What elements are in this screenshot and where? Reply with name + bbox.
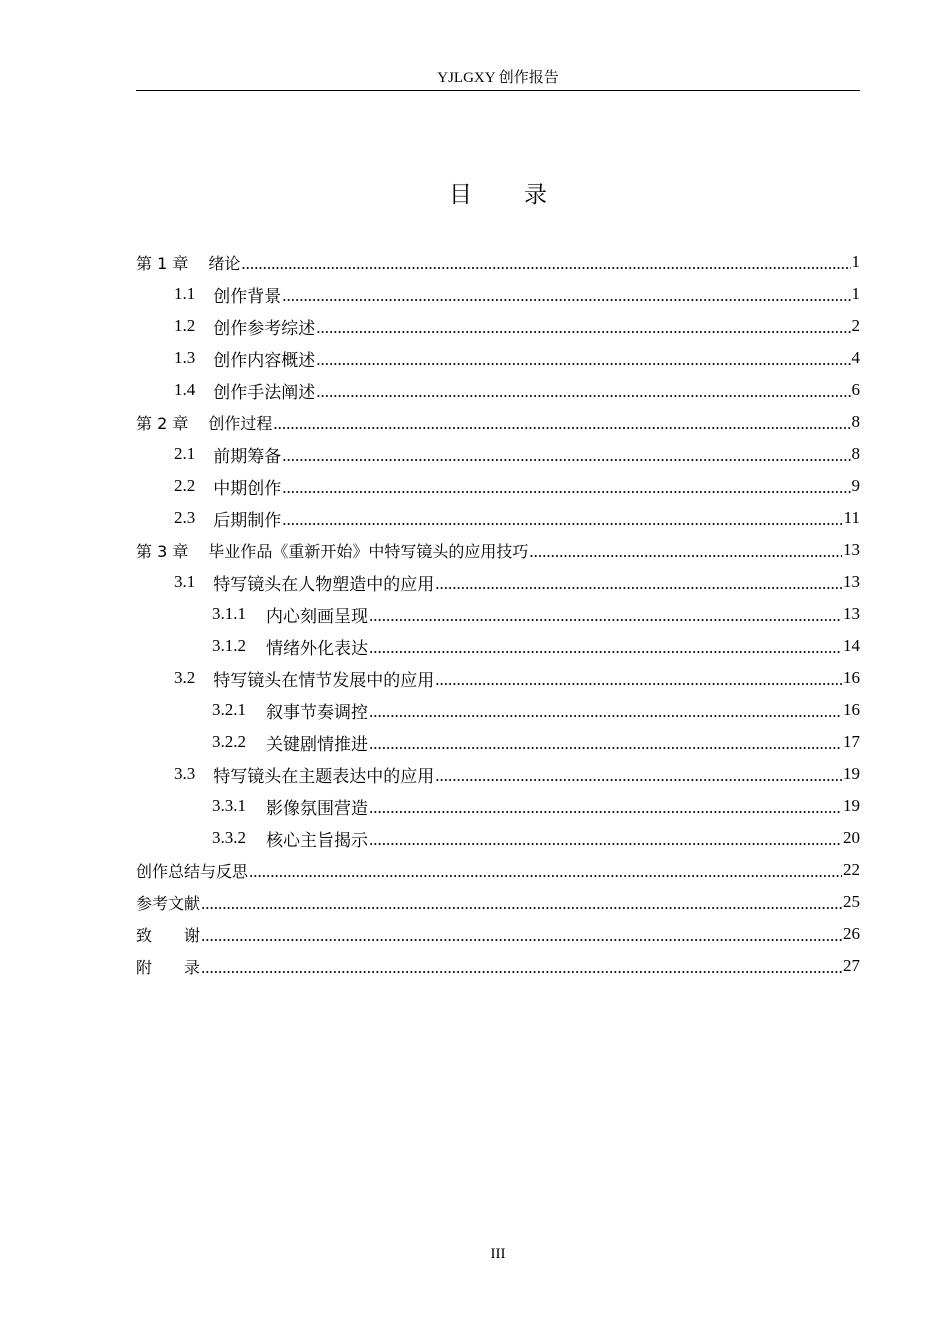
toc-entry-number: 1.4 [174,380,196,399]
toc-entry-number: 1.3 [174,348,196,367]
toc-entry-number: 3.2 [174,668,196,687]
toc-entry-page: 2 [851,316,860,335]
toc-entry-title: 影像氛围营造 [266,798,368,818]
toc-entry[interactable] [136,726,860,758]
toc-entry[interactable] [136,246,860,278]
toc-entry-number: 3.3.1 [212,796,246,815]
toc-dot-leader [201,894,842,914]
toc-entry-page: 13 [843,572,860,591]
toc-entry-page: 27 [843,956,860,975]
toc-entry-title: 创作总结与反思 [136,861,249,881]
toc-dot-leader [369,830,842,850]
toc-dot-leader [282,446,850,466]
toc-entry-title: 特写镜头在人物塑造中的应用 [213,574,435,594]
toc-entry[interactable] [136,822,860,854]
toc-dot-leader [201,958,842,978]
toc-entry-page: 17 [843,732,860,751]
toc-entry-page: 14 [843,636,860,655]
toc-entry-title: 情绪外化表达 [266,638,368,658]
toc-entry-number: 2.3 [174,508,196,527]
toc-entry-page: 16 [843,700,860,719]
toc-dot-leader [201,926,842,946]
toc-entry-page: 25 [843,892,860,911]
toc-entry[interactable] [136,534,860,566]
toc-dot-leader [316,350,850,370]
toc-dot-leader [241,254,850,274]
toc-entry-number: 3.1.1 [212,604,246,623]
toc-entry[interactable] [136,278,860,310]
header-divider [136,90,860,91]
toc-entry[interactable] [136,854,860,886]
toc-entry-title: 叙事节奏调控 [266,702,368,722]
page-header: YJLGXY 创作报告 [437,70,559,86]
toc-entry[interactable] [136,694,860,726]
toc-entry[interactable] [136,950,860,982]
table-of-contents [136,246,860,982]
toc-dot-leader [435,574,842,594]
toc-entry-page: 6 [851,380,860,399]
toc-entry-page: 22 [843,860,860,879]
toc-dot-leader [369,702,842,722]
toc-entry-title: 绪论 [208,253,241,273]
toc-entry-page: 19 [843,764,860,783]
toc-dot-leader [369,638,842,658]
toc-entry-number: 3.1.2 [212,636,246,655]
toc-entry[interactable] [136,758,860,790]
toc-entry[interactable] [136,374,860,406]
toc-entry-number: 3.2.2 [212,732,246,751]
toc-dot-leader [369,606,842,626]
toc-title-char-1: 目 [449,182,472,208]
toc-dot-leader [369,798,842,818]
toc-entry-title: 创作过程 [208,413,273,433]
toc-entry-page: 16 [843,668,860,687]
toc-entry-page: 1 [851,284,860,303]
toc-entry[interactable] [136,598,860,630]
toc-entry-title: 创作背景 [213,286,282,306]
toc-dot-leader [282,478,850,498]
toc-entry-title: 毕业作品《重新开始》中特写镜头的应用技巧 [208,541,529,561]
toc-entry-number: 2.1 [174,444,196,463]
toc-entry-number: 3.1 [174,572,196,591]
toc-entry-title: 前期筹备 [213,446,282,466]
toc-entry[interactable] [136,438,860,470]
toc-entry-number: 2.2 [174,476,196,495]
toc-entry-title: 创作内容概述 [213,350,316,370]
toc-entry[interactable] [136,310,860,342]
toc-entry-title: 关键剧情推进 [266,734,368,754]
toc-entry[interactable] [136,918,860,950]
toc-entry-page: 8 [851,444,860,463]
toc-dot-leader [282,286,850,306]
toc-entry[interactable] [136,470,860,502]
toc-dot-leader [435,670,842,690]
toc-dot-leader [435,766,842,786]
toc-entry[interactable] [136,630,860,662]
toc-title-char-2: 录 [524,182,547,208]
toc-entry-page: 1 [851,252,860,271]
toc-entry-page: 8 [851,412,860,431]
toc-entry-title: 附 录 [136,957,201,977]
toc-entry[interactable] [136,566,860,598]
toc-dot-leader [369,734,842,754]
toc-dot-leader [316,318,850,338]
toc-entry-number: 第 2 章 [136,413,189,433]
toc-dot-leader [316,382,850,402]
toc-dot-leader [249,862,842,882]
toc-entry-page: 19 [843,796,860,815]
page-number: III [490,1246,506,1262]
toc-dot-leader [282,510,842,530]
toc-entry-title: 中期创作 [213,478,282,498]
toc-dot-leader [529,542,842,562]
toc-entry-title: 特写镜头在主题表达中的应用 [213,766,435,786]
toc-entry-number: 1.1 [174,284,196,303]
toc-entry[interactable] [136,342,860,374]
toc-entry-title: 创作手法阐述 [213,382,316,402]
toc-entry-page: 26 [843,924,860,943]
toc-entry-page: 4 [851,348,860,367]
toc-entry-number: 3.3 [174,764,196,783]
toc-entry[interactable] [136,790,860,822]
toc-entry-number: 第 3 章 [136,541,189,561]
toc-entry-title: 参考文献 [136,893,201,913]
toc-entry-number: 1.2 [174,316,196,335]
toc-entry-title: 特写镜头在情节发展中的应用 [213,670,435,690]
toc-entry-number: 3.2.1 [212,700,246,719]
toc-entry-title: 内心刻画呈现 [266,606,368,626]
toc-entry-page: 11 [843,508,860,527]
toc-entry-title: 致 谢 [136,925,201,945]
toc-entry-page: 20 [843,828,860,847]
toc-entry-title: 创作参考综述 [213,318,316,338]
toc-entry[interactable] [136,662,860,694]
toc-entry-number: 第 1 章 [136,253,189,273]
toc-entry-title: 后期制作 [213,510,282,530]
toc-dot-leader [273,414,850,434]
toc-title [0,180,950,210]
toc-entry-title: 核心主旨揭示 [266,830,368,850]
toc-entry[interactable] [136,406,860,438]
toc-entry-page: 13 [843,540,860,559]
toc-entry-page: 13 [843,604,860,623]
toc-entry-page: 9 [851,476,860,495]
toc-entry[interactable] [136,502,860,534]
toc-entry-number: 3.3.2 [212,828,246,847]
toc-entry[interactable] [136,886,860,918]
